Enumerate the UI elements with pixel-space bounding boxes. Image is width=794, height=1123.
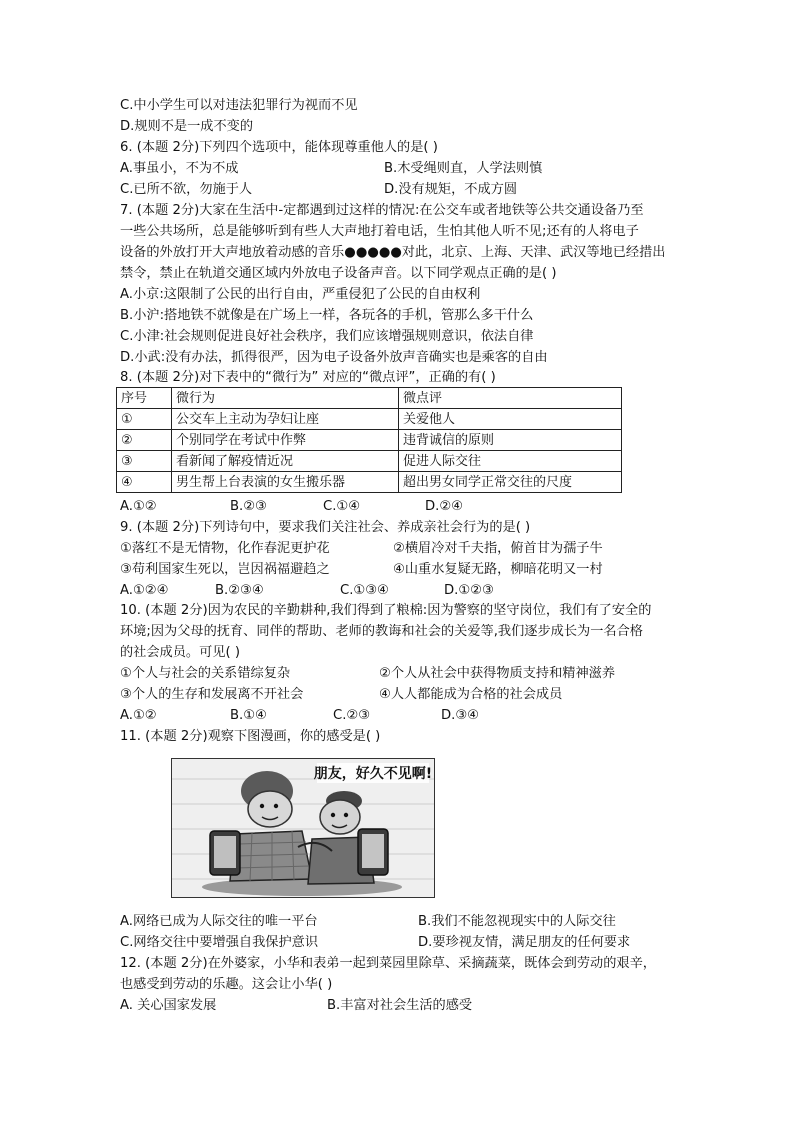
q7-option-d: D.小武:没有办法，抓得很严，因为电子设备外放声音确实也是乘客的自由	[120, 350, 548, 365]
q10-option-b: B.①④	[230, 708, 267, 723]
q8-option-a: A.①②	[120, 499, 157, 514]
table-cell: ①	[117, 409, 172, 430]
question-10-line-1: 10. (本题 2分)因为农民的辛勤耕种,我们得到了粮棉:因为警察的坚守岗位，我们有了安全的	[120, 603, 652, 618]
q9-statement-3: ③苟利国家生死以，岂因祸福避趋之	[120, 562, 330, 577]
table-cell: 个别同学在考试中作弊	[172, 430, 399, 451]
q6-option-d: D.没有规矩，不成方圆	[384, 182, 518, 197]
question-10-line-3: 的社会成员。可见( )	[120, 645, 240, 660]
question-7-line-1: 7. (本题 2分)大家在生活中-定都遇到过这样的情况:在公交车或者地铁等公共交通设备乃至	[120, 203, 644, 218]
q11-option-a: A.网络已成为人际交往的唯一平台	[120, 914, 318, 929]
q9-statement-4: ④山重水复疑无路，柳暗花明又一村	[393, 562, 603, 577]
table-cell: 关爱他人	[399, 409, 622, 430]
q10-option-c: C.②③	[333, 708, 371, 723]
q10-statement-4: ④人人都能成为合格的社会成员	[379, 687, 563, 702]
table-cell: 公交车上主动为孕妇让座	[172, 409, 399, 430]
q9-option-b: B.②③④	[215, 583, 264, 598]
option-d-prev: D.规则不是一成不变的	[120, 119, 254, 134]
question-12-line-1: 12. (本题 2分)在外婆家，小华和表弟一起到菜园里除草、采摘蔬菜，既体会到劳动的艰辛，	[120, 956, 656, 971]
question-7-line-2: 一些公共场所，总是能够听到有些人大声地打着电话，生怕其他人听不见;还有的人将电子	[120, 224, 639, 239]
table-row	[117, 451, 622, 472]
q6-option-b: B.木受绳则直，人学法则慎	[384, 161, 543, 176]
question-6: 6. (本题 2分)下列四个选项中，能体现尊重他人的是( )	[120, 140, 438, 155]
question-11: 11. (本题 2分)观察下图漫画，你的感受是( )	[120, 729, 381, 744]
q6-option-a: A.事虽小，不为不成	[120, 161, 239, 176]
q12-option-a: A. 关心国家发展	[120, 998, 217, 1013]
q11-option-d: D.要珍视友情，满足朋友的任何要求	[418, 935, 631, 950]
table-cell: 超出男女同学正常交往的尺度	[399, 472, 622, 493]
q9-option-a: A.①②④	[120, 583, 169, 598]
micro-behavior-table	[116, 387, 622, 493]
table-row	[117, 472, 622, 493]
table-cell: 看新闻了解疫情近况	[172, 451, 399, 472]
q10-option-a: A.①②	[120, 708, 157, 723]
table-cell: ③	[117, 451, 172, 472]
question-8: 8. (本题 2分)对下表中的“微行为” 对应的“微点评”，正确的有( )	[120, 370, 496, 385]
question-10-line-2: 环境;因为父母的抚育、同伴的帮助、老师的教诲和社会的关爱等,我们逐步成长为一名合格	[120, 624, 643, 639]
table-row	[117, 430, 622, 451]
q10-statement-1: ①个人与社会的关系错综复杂	[120, 666, 291, 681]
q8-option-b: B.②③	[230, 499, 267, 514]
cartoon-caption: 朋友，好久不见啊!	[313, 766, 433, 782]
table-header-cell: 微行为	[172, 388, 399, 409]
table-header-row	[117, 388, 622, 409]
table-cell: ④	[117, 472, 172, 493]
q7-option-b: B.小沪:搭地铁不就像是在广场上一样，各玩各的手机，管那么多干什么	[120, 308, 534, 323]
q11-option-b: B.我们不能忽视现实中的人际交往	[418, 914, 616, 929]
table-cell: ②	[117, 430, 172, 451]
table-cell: 促进人际交往	[399, 451, 622, 472]
q8-option-c: C.①④	[323, 499, 361, 514]
q9-option-d: D.①②③	[444, 583, 494, 598]
q9-statement-2: ②横眉冷对千夫指，俯首甘为孺子牛	[393, 541, 603, 556]
cartoon-illustration	[172, 759, 434, 897]
table-cell: 男生帮上台表演的女生搬乐器	[172, 472, 399, 493]
table-cell: 违背诚信的原则	[399, 430, 622, 451]
q9-option-c: C.①③④	[340, 583, 389, 598]
q11-option-c: C.网络交往中要增强自我保护意识	[120, 935, 319, 950]
table-header-cell: 序号	[117, 388, 172, 409]
question-9: 9. (本题 2分)下列诗句中，要求我们关注社会、养成亲社会行为的是( )	[120, 520, 531, 535]
question-7-line-3: 设备的外放打开大声地放着动感的音乐●●●●●对此，北京、上海、天津、武汉等地已经措出	[120, 245, 666, 260]
q8-option-d: D.②④	[425, 499, 463, 514]
q12-option-b: B.丰富对社会生活的感受	[327, 998, 473, 1013]
table-header-cell: 微点评	[399, 388, 622, 409]
q7-option-a: A.小京:这限制了公民的出行自由，严重侵犯了公民的自由权利	[120, 287, 481, 302]
q10-statement-2: ②个人从社会中获得物质支持和精神滋养	[379, 666, 616, 681]
q10-statement-3: ③个人的生存和发展离不开社会	[120, 687, 304, 702]
table-row	[117, 409, 622, 430]
cartoon-image	[171, 758, 435, 898]
question-7-line-4: 禁令，禁止在轨道交通区域内外放电子设备声音。以下同学观点正确的是( )	[120, 266, 557, 281]
q7-option-c: C.小津:社会规则促进良好社会秩序，我们应该增强规则意识，依法自律	[120, 329, 534, 344]
option-c-prev: C.中小学生可以对违法犯罪行为视而不见	[120, 98, 358, 113]
q10-option-d: D.③④	[441, 708, 479, 723]
q6-option-c: C.已所不欲，勿施于人	[120, 182, 253, 197]
q9-statement-1: ①落红不是无情物，化作春泥更护花	[120, 541, 330, 556]
question-12-line-2: 也感受到劳动的乐趣。这会让小华( )	[120, 977, 333, 992]
